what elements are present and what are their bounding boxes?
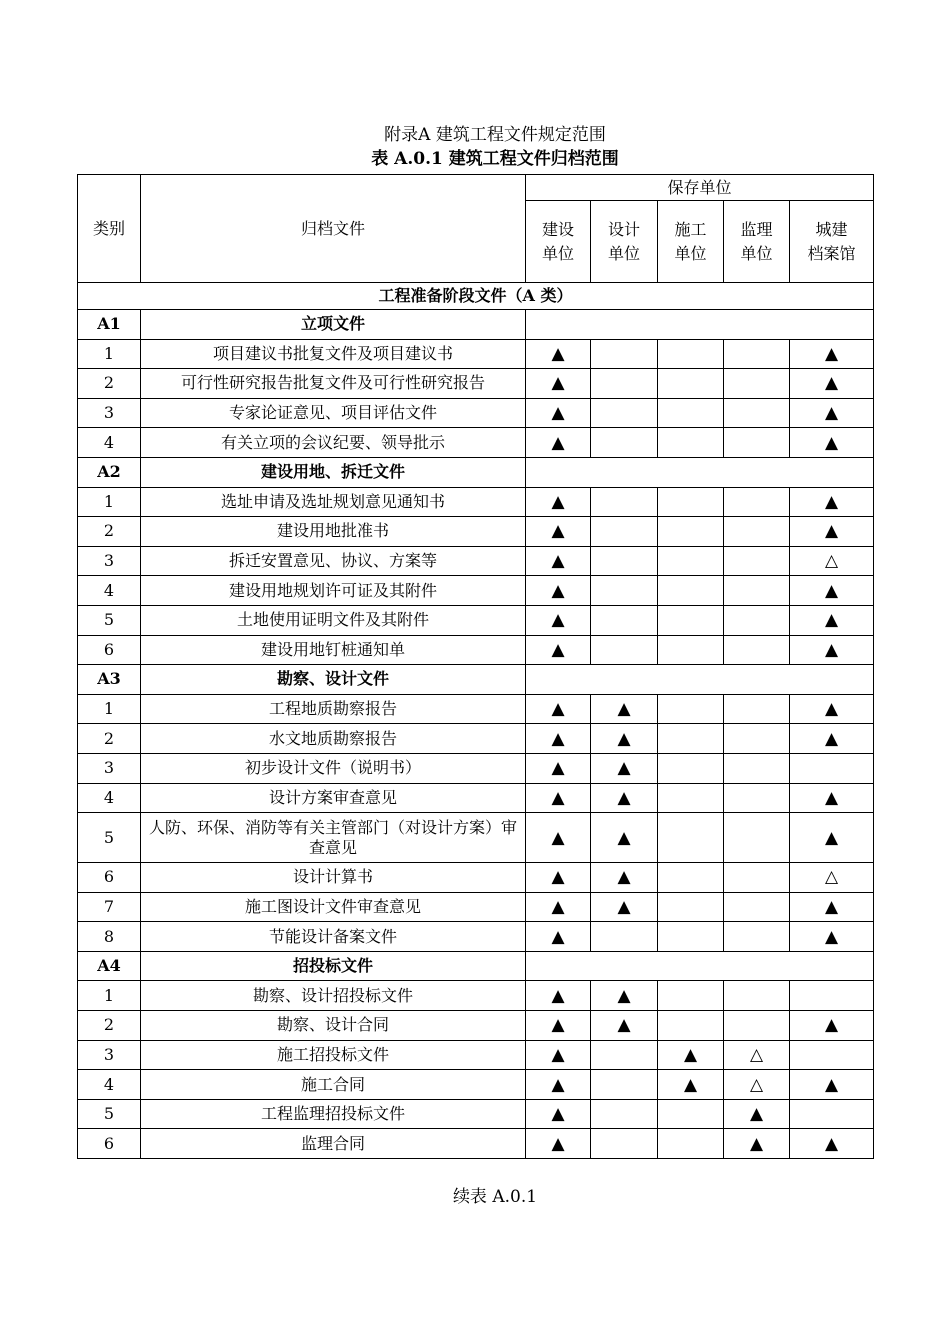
table-row bbox=[78, 863, 874, 893]
keeper-mark bbox=[724, 813, 790, 863]
file-name: 水文地质勘察报告 bbox=[141, 724, 526, 754]
keeper-mark: ▲ bbox=[591, 724, 658, 754]
table-row bbox=[78, 813, 874, 863]
keeper-mark: ▲ bbox=[591, 863, 658, 893]
keeper-mark bbox=[724, 339, 790, 369]
archive-scope-table bbox=[77, 174, 874, 1159]
keeper-mark: ▲ bbox=[790, 724, 874, 754]
keeper-mark bbox=[724, 694, 790, 724]
table-row bbox=[78, 339, 874, 369]
stage-row bbox=[78, 283, 874, 310]
keeper-mark: ▲ bbox=[790, 487, 874, 517]
keeper-mark: ▲ bbox=[526, 1099, 591, 1129]
keeper-mark: ▲ bbox=[526, 428, 591, 458]
group-code: A1 bbox=[78, 310, 141, 340]
header-unit: 建设 单位 bbox=[526, 201, 591, 283]
row-number: 5 bbox=[78, 605, 141, 635]
row-number: 4 bbox=[78, 576, 141, 606]
keeper-mark bbox=[658, 635, 724, 665]
file-name: 建设用地钉桩通知单 bbox=[141, 635, 526, 665]
keeper-mark: ▲ bbox=[526, 783, 591, 813]
keeper-mark bbox=[724, 753, 790, 783]
group-code: A4 bbox=[78, 951, 141, 981]
file-name: 建设用地批准书 bbox=[141, 517, 526, 547]
keeper-mark: ▲ bbox=[790, 398, 874, 428]
keeper-mark bbox=[591, 487, 658, 517]
keeper-mark: ▲ bbox=[526, 892, 591, 922]
file-name: 初步设计文件（说明书） bbox=[141, 753, 526, 783]
keeper-mark bbox=[724, 398, 790, 428]
file-name: 专家论证意见、项目评估文件 bbox=[141, 398, 526, 428]
keeper-mark: ▲ bbox=[526, 339, 591, 369]
keeper-mark bbox=[658, 813, 724, 863]
keeper-mark bbox=[591, 369, 658, 399]
table-row bbox=[78, 981, 874, 1011]
row-number: 2 bbox=[78, 369, 141, 399]
keeper-mark bbox=[724, 428, 790, 458]
file-name: 工程监理招投标文件 bbox=[141, 1099, 526, 1129]
keeper-mark: ▲ bbox=[526, 1011, 591, 1041]
table-row bbox=[78, 783, 874, 813]
keeper-mark: ▲ bbox=[724, 1129, 790, 1159]
file-name: 勘察、设计合同 bbox=[141, 1011, 526, 1041]
table-row bbox=[78, 398, 874, 428]
file-name: 工程地质勘察报告 bbox=[141, 694, 526, 724]
table-row bbox=[78, 487, 874, 517]
keeper-mark: ▲ bbox=[591, 892, 658, 922]
keeper-mark bbox=[658, 1129, 724, 1159]
keeper-mark bbox=[724, 922, 790, 952]
keeper-mark: ▲ bbox=[526, 1129, 591, 1159]
row-number: 8 bbox=[78, 922, 141, 952]
group-title: 勘察、设计文件 bbox=[141, 665, 526, 695]
table-row bbox=[78, 1040, 874, 1070]
keeper-mark: △ bbox=[790, 546, 874, 576]
row-number: 2 bbox=[78, 724, 141, 754]
keeper-mark bbox=[790, 1040, 874, 1070]
keeper-mark bbox=[658, 922, 724, 952]
keeper-mark: ▲ bbox=[790, 605, 874, 635]
header-category: 类别 bbox=[78, 175, 141, 283]
file-name: 施工招投标文件 bbox=[141, 1040, 526, 1070]
row-number: 4 bbox=[78, 428, 141, 458]
table-row bbox=[78, 724, 874, 754]
header-file: 归档文件 bbox=[141, 175, 526, 283]
keeper-mark: ▲ bbox=[526, 398, 591, 428]
keeper-mark: ▲ bbox=[790, 892, 874, 922]
row-number: 2 bbox=[78, 1011, 141, 1041]
keeper-mark: ▲ bbox=[658, 1070, 724, 1100]
appendix-title: 附录A 建筑工程文件规定范围 bbox=[384, 125, 606, 145]
file-name: 有关立项的会议纪要、领导批示 bbox=[141, 428, 526, 458]
keeper-mark bbox=[724, 517, 790, 547]
keeper-mark bbox=[658, 724, 724, 754]
group-title: 立项文件 bbox=[141, 310, 526, 340]
stage-title: 工程准备阶段文件（A 类） bbox=[78, 283, 874, 310]
keeper-mark: ▲ bbox=[526, 724, 591, 754]
keeper-mark: ▲ bbox=[591, 1011, 658, 1041]
file-name: 项目建议书批复文件及项目建议书 bbox=[141, 339, 526, 369]
keeper-mark bbox=[658, 753, 724, 783]
table-row bbox=[78, 517, 874, 547]
keeper-mark bbox=[591, 546, 658, 576]
keeper-mark: △ bbox=[724, 1070, 790, 1100]
row-number: 3 bbox=[78, 753, 141, 783]
group-blank bbox=[526, 310, 874, 340]
keeper-mark: ▲ bbox=[526, 753, 591, 783]
row-number: 5 bbox=[78, 813, 141, 863]
file-name: 建设用地规划许可证及其附件 bbox=[141, 576, 526, 606]
keeper-mark: ▲ bbox=[526, 694, 591, 724]
table-row bbox=[78, 635, 874, 665]
keeper-mark bbox=[724, 605, 790, 635]
group-row bbox=[78, 665, 874, 695]
table-row bbox=[78, 1099, 874, 1129]
keeper-mark: ▲ bbox=[658, 1040, 724, 1070]
keeper-mark bbox=[658, 605, 724, 635]
group-title: 招投标文件 bbox=[141, 951, 526, 981]
keeper-mark bbox=[658, 863, 724, 893]
group-code: A2 bbox=[78, 457, 141, 487]
keeper-mark bbox=[658, 487, 724, 517]
file-name: 施工合同 bbox=[141, 1070, 526, 1100]
table-row bbox=[78, 576, 874, 606]
keeper-mark bbox=[591, 635, 658, 665]
keeper-mark bbox=[724, 487, 790, 517]
keeper-mark: ▲ bbox=[790, 369, 874, 399]
file-name: 土地使用证明文件及其附件 bbox=[141, 605, 526, 635]
keeper-mark: ▲ bbox=[526, 546, 591, 576]
file-name: 施工图设计文件审查意见 bbox=[141, 892, 526, 922]
keeper-mark bbox=[724, 724, 790, 754]
keeper-mark bbox=[724, 546, 790, 576]
table-row bbox=[78, 892, 874, 922]
file-name: 设计计算书 bbox=[141, 863, 526, 893]
keeper-mark bbox=[724, 981, 790, 1011]
group-row bbox=[78, 457, 874, 487]
keeper-mark: ▲ bbox=[526, 922, 591, 952]
keeper-mark bbox=[724, 1011, 790, 1041]
keeper-mark: △ bbox=[724, 1040, 790, 1070]
file-name: 设计方案审查意见 bbox=[141, 783, 526, 813]
keeper-mark bbox=[658, 783, 724, 813]
keeper-mark bbox=[591, 576, 658, 606]
file-name: 节能设计备案文件 bbox=[141, 922, 526, 952]
keeper-mark: ▲ bbox=[591, 753, 658, 783]
keeper-mark: ▲ bbox=[526, 1070, 591, 1100]
table-title: 表 A.0.1 建筑工程文件归档范围 bbox=[371, 149, 619, 169]
keeper-mark bbox=[591, 1070, 658, 1100]
keeper-mark bbox=[724, 576, 790, 606]
header-unit: 施工 单位 bbox=[658, 201, 724, 283]
keeper-mark bbox=[658, 694, 724, 724]
keeper-mark bbox=[658, 1099, 724, 1129]
keeper-mark bbox=[591, 1040, 658, 1070]
keeper-mark bbox=[591, 339, 658, 369]
continued-table-label: 续表 A.0.1 bbox=[452, 1187, 538, 1207]
keeper-mark bbox=[591, 922, 658, 952]
keeper-mark bbox=[790, 753, 874, 783]
row-number: 4 bbox=[78, 1070, 141, 1100]
keeper-mark: ▲ bbox=[526, 813, 591, 863]
file-name: 勘察、设计招投标文件 bbox=[141, 981, 526, 1011]
table-row bbox=[78, 1129, 874, 1159]
row-number: 1 bbox=[78, 981, 141, 1011]
keeper-mark: ▲ bbox=[790, 922, 874, 952]
table-row bbox=[78, 428, 874, 458]
table-row bbox=[78, 1011, 874, 1041]
keeper-mark: ▲ bbox=[526, 635, 591, 665]
keeper-mark bbox=[591, 605, 658, 635]
row-number: 1 bbox=[78, 487, 141, 517]
keeper-mark: ▲ bbox=[790, 339, 874, 369]
keeper-mark: ▲ bbox=[790, 694, 874, 724]
keeper-mark bbox=[724, 369, 790, 399]
keeper-mark: ▲ bbox=[591, 981, 658, 1011]
keeper-mark bbox=[790, 1099, 874, 1129]
keeper-mark: ▲ bbox=[790, 813, 874, 863]
header-unit: 城建 档案馆 bbox=[790, 201, 874, 283]
file-name: 拆迁安置意见、协议、方案等 bbox=[141, 546, 526, 576]
keeper-mark bbox=[591, 517, 658, 547]
group-row bbox=[78, 310, 874, 340]
row-number: 3 bbox=[78, 398, 141, 428]
row-number: 3 bbox=[78, 546, 141, 576]
keeper-mark: ▲ bbox=[526, 1040, 591, 1070]
keeper-mark: △ bbox=[790, 863, 874, 893]
row-number: 6 bbox=[78, 1129, 141, 1159]
keeper-mark bbox=[658, 546, 724, 576]
keeper-mark: ▲ bbox=[790, 1011, 874, 1041]
keeper-mark: ▲ bbox=[790, 783, 874, 813]
row-number: 3 bbox=[78, 1040, 141, 1070]
row-number: 6 bbox=[78, 635, 141, 665]
header-unit: 监理 单位 bbox=[724, 201, 790, 283]
keeper-mark bbox=[658, 428, 724, 458]
row-number: 4 bbox=[78, 783, 141, 813]
keeper-mark: ▲ bbox=[790, 517, 874, 547]
table-row bbox=[78, 922, 874, 952]
row-number: 2 bbox=[78, 517, 141, 547]
header-keeper: 保存单位 bbox=[526, 175, 874, 201]
keeper-mark bbox=[658, 517, 724, 547]
keeper-mark: ▲ bbox=[790, 428, 874, 458]
keeper-mark: ▲ bbox=[724, 1099, 790, 1129]
group-code: A3 bbox=[78, 665, 141, 695]
keeper-mark bbox=[658, 1011, 724, 1041]
keeper-mark bbox=[658, 398, 724, 428]
keeper-mark: ▲ bbox=[526, 605, 591, 635]
keeper-mark: ▲ bbox=[591, 783, 658, 813]
header-unit: 设计 单位 bbox=[591, 201, 658, 283]
row-number: 1 bbox=[78, 694, 141, 724]
keeper-mark: ▲ bbox=[526, 576, 591, 606]
keeper-mark bbox=[724, 892, 790, 922]
group-blank bbox=[526, 665, 874, 695]
keeper-mark: ▲ bbox=[790, 576, 874, 606]
keeper-mark: ▲ bbox=[526, 863, 591, 893]
keeper-mark bbox=[724, 863, 790, 893]
keeper-mark bbox=[591, 428, 658, 458]
table-row bbox=[78, 753, 874, 783]
row-number: 1 bbox=[78, 339, 141, 369]
keeper-mark: ▲ bbox=[526, 517, 591, 547]
group-blank bbox=[526, 951, 874, 981]
file-name: 可行性研究报告批复文件及可行性研究报告 bbox=[141, 369, 526, 399]
keeper-mark bbox=[658, 339, 724, 369]
keeper-mark: ▲ bbox=[526, 981, 591, 1011]
keeper-mark: ▲ bbox=[790, 635, 874, 665]
keeper-mark bbox=[658, 576, 724, 606]
keeper-mark bbox=[724, 635, 790, 665]
row-number: 6 bbox=[78, 863, 141, 893]
table-row bbox=[78, 369, 874, 399]
group-title: 建设用地、拆迁文件 bbox=[141, 457, 526, 487]
keeper-mark: ▲ bbox=[591, 694, 658, 724]
file-name: 人防、环保、消防等有关主管部门（对设计方案）审查意见 bbox=[141, 813, 526, 863]
keeper-mark bbox=[658, 369, 724, 399]
keeper-mark bbox=[591, 398, 658, 428]
keeper-mark bbox=[790, 981, 874, 1011]
keeper-mark: ▲ bbox=[790, 1129, 874, 1159]
table-row bbox=[78, 546, 874, 576]
group-blank bbox=[526, 457, 874, 487]
keeper-mark: ▲ bbox=[526, 487, 591, 517]
keeper-mark bbox=[658, 892, 724, 922]
keeper-mark bbox=[591, 1129, 658, 1159]
group-row bbox=[78, 951, 874, 981]
keeper-mark: ▲ bbox=[790, 1070, 874, 1100]
row-number: 5 bbox=[78, 1099, 141, 1129]
table-row bbox=[78, 605, 874, 635]
row-number: 7 bbox=[78, 892, 141, 922]
keeper-mark bbox=[591, 1099, 658, 1129]
table-row bbox=[78, 1070, 874, 1100]
table-row bbox=[78, 694, 874, 724]
file-name: 监理合同 bbox=[141, 1129, 526, 1159]
file-name: 选址申请及选址规划意见通知书 bbox=[141, 487, 526, 517]
keeper-mark bbox=[724, 783, 790, 813]
keeper-mark: ▲ bbox=[591, 813, 658, 863]
keeper-mark: ▲ bbox=[526, 369, 591, 399]
keeper-mark bbox=[658, 981, 724, 1011]
